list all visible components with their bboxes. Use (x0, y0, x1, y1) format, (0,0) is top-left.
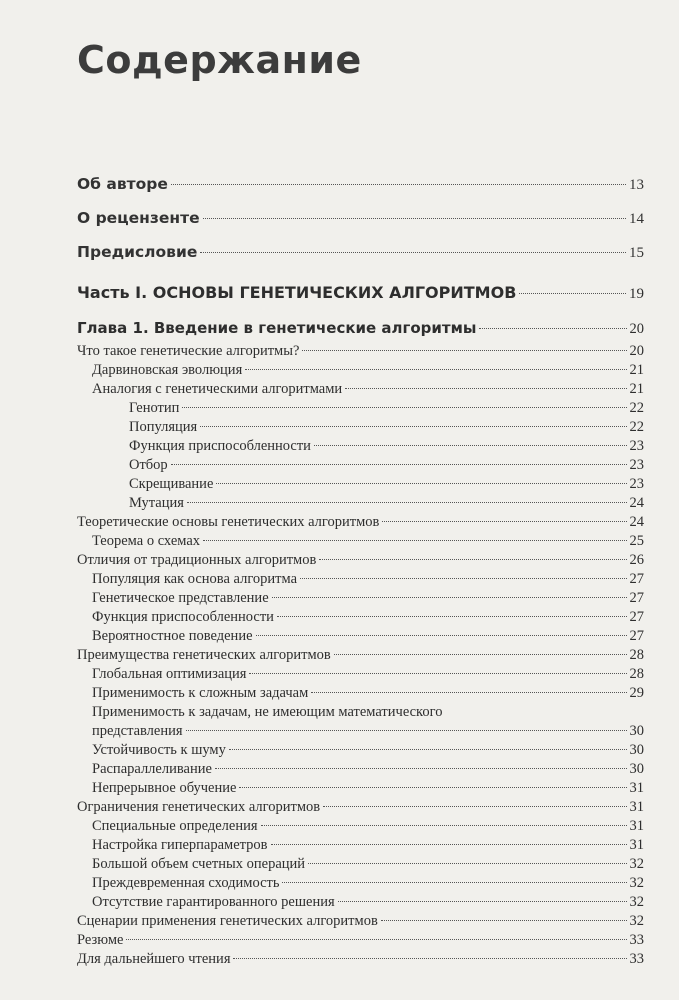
leader-dots (345, 388, 626, 389)
toc-entry-title: Резюме (77, 932, 124, 948)
toc-entry-title: Функция приспособленности (129, 438, 311, 454)
leader-dots (171, 464, 627, 465)
toc-entry-subsection[interactable] (92, 589, 644, 608)
toc-entry-page: 14 (629, 211, 644, 227)
toc-entry-page: 30 (629, 742, 644, 758)
leader-dots (239, 787, 626, 788)
leader-dots (272, 597, 627, 598)
toc-entry-title: Отличия от традиционных алгоритмов (77, 552, 317, 568)
toc-entry-page: 28 (629, 666, 644, 682)
leader-dots (216, 483, 626, 484)
toc-entry-title: Об авторе (77, 175, 168, 193)
toc-entry-subsection[interactable] (92, 760, 644, 779)
leader-dots (186, 730, 627, 731)
toc-entry-chapter-1[interactable] (77, 319, 644, 339)
toc-entry-subsubsection[interactable] (129, 494, 644, 513)
toc-entry-title: Ограничения генетических алгоритмов (77, 799, 321, 815)
toc-entry-title: Преждевременная сходимость (92, 875, 280, 891)
toc-entry-section[interactable] (77, 551, 644, 570)
toc-entry-page: 27 (629, 609, 644, 625)
toc-entry-title: Теорема о схемах (92, 533, 201, 549)
leader-dots (277, 616, 627, 617)
toc-entry-title: Часть I. ОСНОВЫ ГЕНЕТИЧЕСКИХ АЛГОРИТМОВ (77, 283, 517, 302)
toc-entry-page: 25 (629, 533, 644, 549)
toc-entry-section[interactable] (77, 912, 644, 931)
toc-entry-page: 27 (629, 590, 644, 606)
toc-entry-subsection[interactable] (92, 608, 644, 627)
toc-entry-title: Непрерывное обучение (92, 780, 237, 796)
toc-entry-subsection[interactable] (92, 779, 644, 798)
toc-entry-subsection[interactable] (92, 836, 644, 855)
toc-entry-title: Настройка гиперпараметров (92, 837, 268, 853)
toc-entry-subsection[interactable] (92, 684, 644, 703)
toc-entry-subsection[interactable] (92, 874, 644, 893)
toc-entry-title: Генотип (129, 400, 180, 416)
toc-entry-title: представления (92, 723, 183, 739)
toc-entry-title: Сценарии применения генетических алгоритмов (77, 913, 378, 929)
toc-entry-page: 21 (629, 362, 644, 378)
toc-entry-title-line1[interactable]: Применимость к задачам, не имеющим математического (92, 704, 443, 720)
leader-dots (261, 825, 627, 826)
toc-entry-title: Функция приспособленности (92, 609, 274, 625)
toc-entry-title: Преимущества генетических алгоритмов (77, 647, 331, 663)
leader-dots (323, 806, 626, 807)
toc-entry-subsection[interactable] (92, 380, 644, 399)
leader-dots (314, 445, 627, 446)
toc-entry-page: 23 (629, 457, 644, 473)
toc-entry-title: Применимость к сложным задачам (92, 685, 309, 701)
toc-entry-page: 30 (629, 761, 644, 777)
toc-entry-title: Скрещивание (129, 476, 214, 492)
toc-entry-section[interactable] (77, 646, 644, 665)
leader-dots (171, 184, 626, 185)
leader-dots (203, 218, 626, 219)
toc-entry-page: 31 (629, 837, 644, 853)
toc-entry-title: Вероятностное поведение (92, 628, 253, 644)
toc-entry-page: 24 (629, 514, 644, 530)
leader-dots (479, 328, 626, 329)
leader-dots (229, 749, 627, 750)
toc-entry-subsection[interactable] (92, 361, 644, 380)
toc-entry-preface[interactable] (77, 243, 644, 263)
toc-entry-title: Отбор (129, 457, 168, 473)
toc-entry-subsection[interactable] (92, 627, 644, 646)
toc-entry-title: О рецензенте (77, 209, 200, 227)
toc-entry-title: Специальные определения (92, 818, 258, 834)
toc-entry-subsection[interactable] (92, 817, 644, 836)
toc-entry-page: 19 (629, 286, 644, 302)
leader-dots (519, 293, 626, 294)
toc-entry-page: 33 (629, 932, 644, 948)
toc-entry-page: 32 (629, 894, 644, 910)
toc-entry-title: Для дальнейшего чтения (77, 951, 231, 967)
toc-entry-subsubsection[interactable] (129, 418, 644, 437)
leader-dots (200, 252, 626, 253)
toc-entry-subsection[interactable] (92, 741, 644, 760)
toc-entry-page: 24 (629, 495, 644, 511)
toc-entry-subsubsection[interactable] (129, 437, 644, 456)
toc-entry-subsubsection[interactable] (129, 399, 644, 418)
toc-entry-page: 31 (629, 799, 644, 815)
toc-entry-page: 28 (629, 647, 644, 663)
leader-dots (256, 635, 627, 636)
toc-entry-page: 26 (629, 552, 644, 568)
leader-dots (311, 692, 626, 693)
toc-entry-title: Глобальная оптимизация (92, 666, 247, 682)
toc-entry-page: 32 (629, 856, 644, 872)
leader-dots (245, 369, 626, 370)
toc-entry-section[interactable] (77, 342, 644, 361)
toc-entry-title: Дарвиновская эволюция (92, 362, 243, 378)
toc-entry-section[interactable] (77, 798, 644, 817)
toc-entry-section[interactable] (77, 513, 644, 532)
toc-entry-page: 20 (629, 343, 644, 359)
toc-entry-page: 29 (629, 685, 644, 701)
toc-entry-title: Генетическое представление (92, 590, 269, 606)
toc-entry-page: 23 (629, 476, 644, 492)
toc-entry-title: Мутация (129, 495, 184, 511)
toc-entry-title: Большой объем счетных операций (92, 856, 306, 872)
leader-dots (203, 540, 626, 541)
toc-entry-subsection[interactable] (92, 855, 644, 874)
leader-dots (338, 901, 627, 902)
toc-entry-subsection[interactable] (92, 722, 644, 741)
toc-entry-page: 20 (629, 321, 644, 337)
leader-dots (282, 882, 626, 883)
toc-entry-page: 27 (629, 571, 644, 587)
leader-dots (319, 559, 626, 560)
toc-entry-section[interactable] (77, 931, 644, 950)
leader-dots (187, 502, 627, 503)
toc-entry-subsubsection[interactable] (129, 475, 644, 494)
toc-entry-title: Глава 1. Введение в генетические алгоритмы (77, 319, 477, 337)
toc-entry-title: Популяция как основа алгоритма (92, 571, 298, 587)
toc-entry-subsection[interactable] (92, 570, 644, 589)
toc-entry-part-1[interactable] (77, 283, 644, 304)
toc-entry-subsubsection[interactable] (129, 456, 644, 475)
toc-entry-title: Устойчивость к шуму (92, 742, 226, 758)
toc-entry-title: Распараллеливание (92, 761, 212, 777)
toc-entry-about-author[interactable] (77, 175, 644, 195)
leader-dots (249, 673, 626, 674)
toc-entry-page: 13 (629, 177, 644, 193)
page-title: Содержание (77, 38, 362, 82)
toc-entry-page: 22 (629, 400, 644, 416)
toc-entry-title: Аналогия с генетическими алгоритмами (92, 381, 343, 397)
leader-dots (182, 407, 626, 408)
toc-entry-page: 31 (629, 780, 644, 796)
leader-dots (126, 939, 626, 940)
toc-entry-title: Теоретические основы генетических алгоритмов (77, 514, 380, 530)
toc-entry-section[interactable] (77, 950, 644, 969)
toc-entry-subsection[interactable] (92, 893, 644, 912)
toc-entry-subsection[interactable] (92, 532, 644, 551)
toc-entry-page: 27 (629, 628, 644, 644)
toc-entry-subsection[interactable] (92, 665, 644, 684)
toc-entry-page: 15 (629, 245, 644, 261)
leader-dots (233, 958, 626, 959)
leader-dots (308, 863, 626, 864)
leader-dots (302, 350, 626, 351)
toc-entry-title: Популяция (129, 419, 198, 435)
leader-dots (271, 844, 627, 845)
leader-dots (200, 426, 626, 427)
toc-entry-page: 23 (629, 438, 644, 454)
leader-dots (300, 578, 626, 579)
toc-entry-page: 30 (629, 723, 644, 739)
toc-entry-page: 22 (629, 419, 644, 435)
toc-entry-page: 31 (629, 818, 644, 834)
toc-entry-page: 32 (629, 875, 644, 891)
toc-entry-page: 21 (629, 381, 644, 397)
toc-entry-page: 33 (629, 951, 644, 967)
toc-entry-title: Отсутствие гарантированного решения (92, 894, 335, 910)
toc-entry-page: 32 (629, 913, 644, 929)
leader-dots (382, 521, 626, 522)
leader-dots (215, 768, 627, 769)
toc-entry-title: Предисловие (77, 243, 198, 261)
leader-dots (381, 920, 627, 921)
toc-entry-title: Что такое генетические алгоритмы? (77, 343, 300, 359)
toc-entry-about-reviewer[interactable] (77, 209, 644, 229)
leader-dots (334, 654, 627, 655)
